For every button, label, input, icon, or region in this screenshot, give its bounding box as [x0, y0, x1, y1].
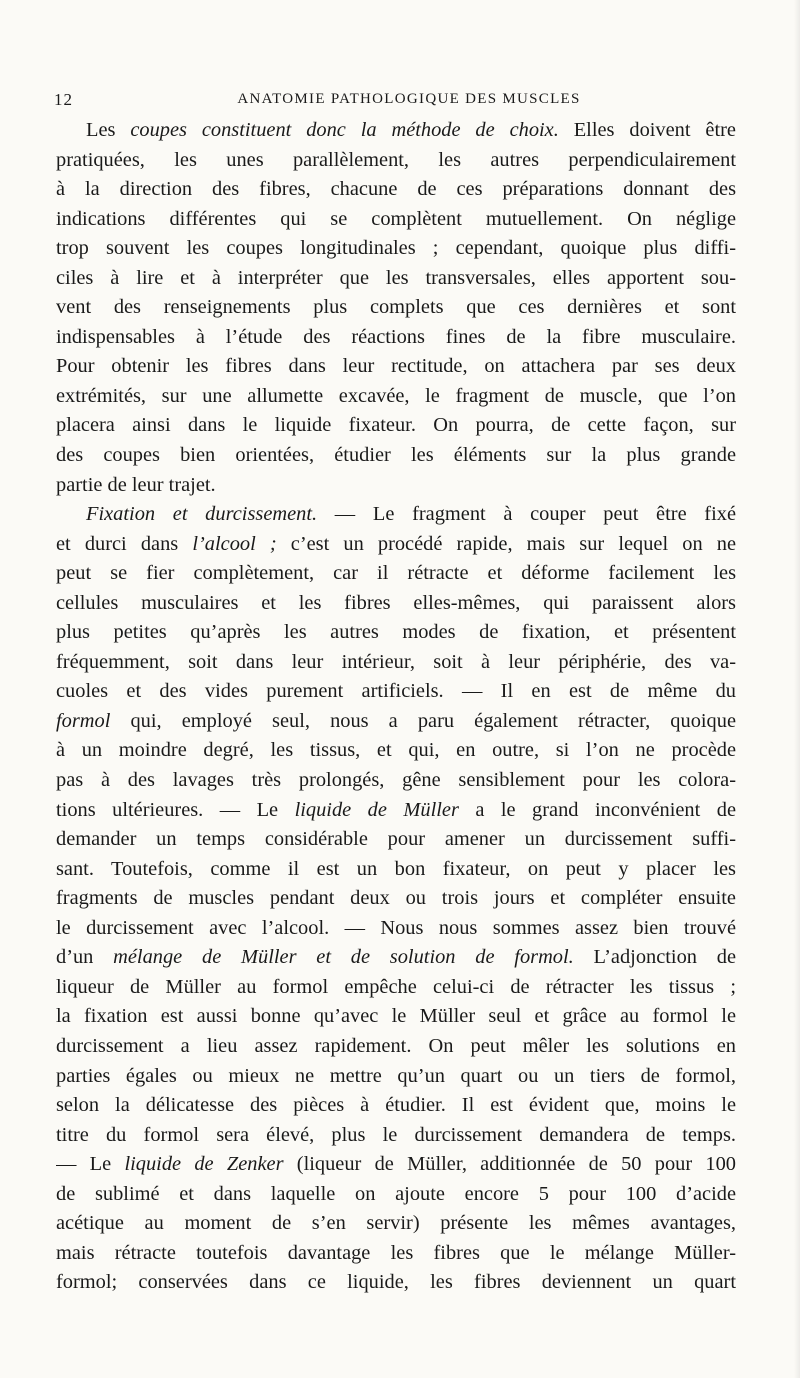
- text-line: [56, 914, 736, 944]
- text-segment: selon la délicatesse des pièces à étudier. Il est évident que, moins le: [56, 1094, 736, 1117]
- text-line: [56, 1121, 736, 1151]
- text-segment: acétique au moment de s’en servir) présente les mêmes avantages,: [56, 1212, 736, 1235]
- text-segment: Elles doivent être: [558, 119, 736, 141]
- text-line: [56, 530, 736, 560]
- text-line: [56, 677, 736, 707]
- text-segment: d’un: [56, 946, 114, 969]
- text-segment: (liqueur de Müller, additionnée de 50 pour 100: [283, 1153, 736, 1176]
- text-segment: trop souvent les coupes longitudinales ; cependant, quoique plus diffi-: [56, 237, 736, 260]
- text-segment: et durci dans: [56, 532, 193, 555]
- text-segment: peut se fier complètement, car il rétracte et déforme facilement les: [56, 562, 736, 585]
- text-line: [56, 264, 736, 294]
- text-line: [56, 205, 736, 235]
- text-segment: le durcissement avec l’alcool. — Nous nous sommes assez bien trouvé: [56, 916, 736, 939]
- text-segment: fragments de muscles pendant deux ou trois jours et compléter ensuite: [56, 887, 736, 910]
- text-segment: la fixation est aussi bonne qu’avec le Müller seul et grâce au formol le: [56, 1005, 736, 1028]
- text-line: [56, 766, 736, 796]
- text-segment: tions ultérieures. — Le: [56, 798, 295, 821]
- text-segment: vent des renseignements plus complets que ces dernières et sont: [56, 296, 736, 319]
- text-segment: qui, employé seul, nous a paru également rétracter, quoique: [110, 709, 736, 732]
- text-segment: Pour obtenir les fibres dans leur rectitude, on attachera par ses deux: [56, 355, 736, 378]
- body-text: [56, 116, 736, 1298]
- text-segment: c’est un procédé rapide, mais sur lequel on ne: [276, 532, 736, 555]
- text-segment: — Le fragment à couper peut être fixé: [317, 503, 736, 526]
- text-line: [56, 500, 736, 530]
- text-segment: mais rétracte toutefois davantage les fibres que le mélange Müller-: [56, 1241, 736, 1264]
- text-segment: de sublimé et dans laquelle on ajoute encore 5 pour 100 d’acide: [56, 1182, 736, 1205]
- text-line: [56, 1032, 736, 1062]
- text-segment: formol; conservées dans ce liquide, les fibres deviennent un quart: [56, 1271, 736, 1294]
- text-segment: ciles à lire et à interpréter que les transversales, elles apportent sou-: [56, 266, 736, 289]
- text-segment: des coupes bien orientées, étudier les éléments sur la plus grande: [56, 444, 736, 467]
- text-segment: partie de leur trajet.: [56, 473, 216, 496]
- text-line: [56, 293, 736, 323]
- text-line: [56, 1002, 736, 1032]
- text-line: [56, 618, 736, 648]
- text-segment: a le grand inconvénient de: [458, 798, 736, 821]
- text-line: [56, 796, 736, 826]
- text-line: [56, 352, 736, 382]
- text-segment: — Le: [56, 1153, 125, 1176]
- italic-phrase: l’alcool ;: [192, 532, 277, 555]
- running-title: ANATOMIE PATHOLOGIQUE DES MUSCLES: [237, 91, 581, 107]
- text-line: [56, 1062, 736, 1092]
- text-segment: placera ainsi dans le liquide fixateur. On pourra, de cette façon, sur: [56, 414, 736, 437]
- text-segment: à la direction des fibres, chacune de ces préparations donnant des: [56, 178, 736, 201]
- text-line: [56, 1239, 736, 1269]
- text-line: [56, 589, 736, 619]
- text-segment: cellules musculaires et les fibres elles-mêmes, qui paraissent alors: [56, 591, 736, 614]
- text-line: [56, 736, 736, 766]
- text-segment: Les: [86, 119, 131, 141]
- text-segment: titre du formol sera élevé, plus le durcissement demandera de temps.: [56, 1123, 736, 1146]
- text-line: [56, 559, 736, 589]
- text-segment: indispensables à l’étude des réactions fines de la fibre musculaire.: [56, 325, 736, 348]
- page-number: 12: [54, 90, 73, 109]
- text-segment: durcissement a lieu assez rapidement. On peut mêler les solutions en: [56, 1034, 736, 1057]
- text-line: [56, 1150, 736, 1180]
- text-line: [56, 825, 736, 855]
- italic-phrase: formol: [56, 709, 111, 732]
- text-line: [56, 855, 736, 885]
- text-line: [56, 1091, 736, 1121]
- italic-phrase: coupes constituent donc la méthode de choix.: [130, 119, 559, 141]
- text-line: [56, 471, 736, 501]
- text-line: [56, 146, 736, 176]
- text-line: [56, 1180, 736, 1210]
- text-line: [56, 973, 736, 1003]
- text-segment: plus petites qu’après les autres modes de fixation, et présentent: [56, 621, 736, 644]
- text-segment: liqueur de Müller au formol empêche celui-ci de rétracter les tissus ;: [56, 975, 736, 998]
- page-edge-shadow: [794, 0, 800, 1378]
- text-line: [56, 707, 736, 737]
- text-line: [56, 234, 736, 264]
- text-line: [56, 323, 736, 353]
- text-line: [56, 116, 736, 146]
- text-line: [56, 441, 736, 471]
- italic-phrase: Fixation et durcissement.: [86, 503, 318, 526]
- text-segment: pratiquées, les unes parallèlement, les autres perpendiculairement: [56, 148, 736, 171]
- text-segment: L’adjonction de: [573, 946, 736, 969]
- text-line: [56, 1268, 736, 1298]
- italic-phrase: liquide de Zenker: [124, 1153, 284, 1176]
- italic-phrase: liquide de Müller: [294, 798, 459, 821]
- text-line: [56, 175, 736, 205]
- text-line: [56, 411, 736, 441]
- italic-phrase: mélange de Müller et de solution de formol.: [113, 946, 574, 969]
- text-line: [56, 382, 736, 412]
- text-line: [56, 884, 736, 914]
- text-segment: sant. Toutefois, comme il est un bon fixateur, on peut y placer les: [56, 857, 736, 880]
- text-segment: fréquemment, soit dans leur intérieur, soit à leur périphérie, des va-: [56, 650, 736, 673]
- text-segment: extrémités, sur une allumette excavée, le fragment de muscle, que l’on: [56, 384, 736, 407]
- text-segment: indications différentes qui se complètent mutuellement. On néglige: [56, 207, 736, 230]
- text-segment: parties égales ou mieux ne mettre qu’un quart ou un tiers de formol,: [56, 1064, 736, 1087]
- text-line: [56, 943, 736, 973]
- text-segment: demander un temps considérable pour amener un durcissement suffi-: [56, 828, 736, 851]
- text-line: [56, 648, 736, 678]
- text-segment: cuoles et des vides purement artificiels. — Il en est de même du: [56, 680, 736, 703]
- text-segment: pas à des lavages très prolongés, gêne sensiblement pour les colora-: [56, 769, 736, 792]
- text-line: [56, 1209, 736, 1239]
- text-segment: à un moindre degré, les tissus, et qui, en outre, si l’on ne procède: [56, 739, 736, 762]
